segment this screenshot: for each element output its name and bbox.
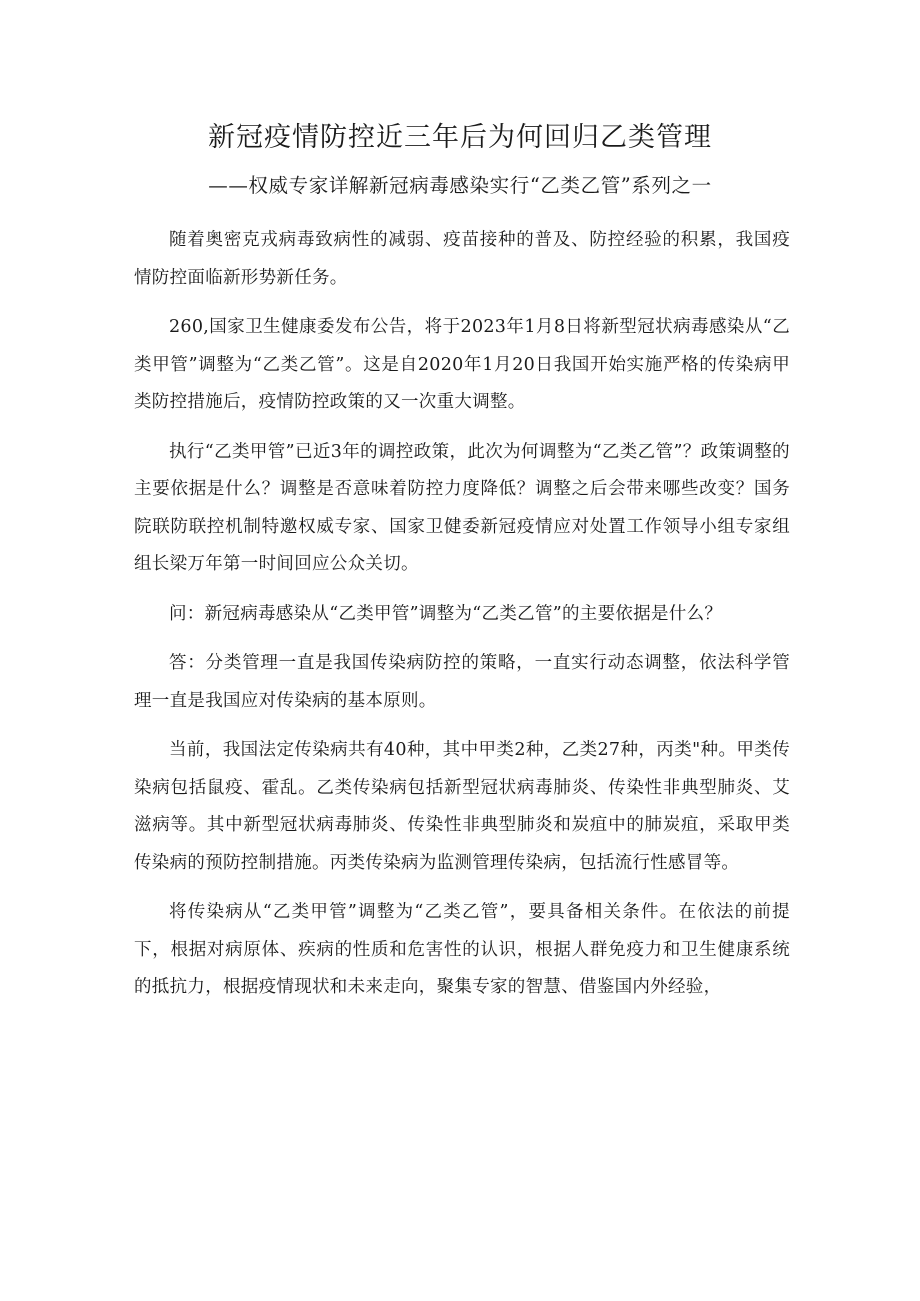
paragraph-questions: 执行“乙类甲管”已近3年的调控政策，此次为何调整为“乙类乙管”？政策调整的主要依据是什么？调整是否意味着防控力度降低？调整之后会带来哪些改变？国务院联防联控机制特邀权威专家、国家卫健委新冠疫情应对处置工作领导小组专家组组长梁万年第一时间回应公众关切。: [134, 441, 790, 574]
paragraph-conditions: 将传染病从“乙类甲管”调整为“乙类乙管”，要具备相关条件。在依法的前提下，根据对病原体、疾病的性质和危害性的认识，根据人群免疫力和卫生健康系统的抵抗力，根据疫情现状和未来走向，聚集专家的智慧、借鉴国内外经验，: [134, 902, 790, 997]
document-body: [134, 222, 790, 1019]
document-title: 新冠疫情防控近三年后为何回归乙类管理: [208, 122, 712, 153]
paragraph-intro: 随着奥密克戎病毒致病性的减弱、疫苗接种的普及、防控经验的积累，我国疫情防控面临新形势新任务。: [134, 230, 790, 288]
document-subtitle: ——权威专家详解新冠病毒感染实行“乙类乙管”系列之一: [208, 174, 712, 197]
paragraph-question: 问：新冠病毒感染从“乙类甲管”调整为“乙类乙管”的主要依据是什么？: [169, 603, 723, 624]
paragraph-classification: 当前，我国法定传染病共有40种，其中甲类2种，乙类27种，丙类"种。甲类传染病包括鼠疫、霍乱。乙类传染病包括新型冠状病毒肺炎、传染性非典型肺炎、艾滋病等。其中新型冠状病毒肺炎、传染性非典型肺炎和炭疽中的肺炭疽，采取甲类传染病的预防控制措施。丙类传染病为监测管理传染病，包括流行性感冒等。: [134, 740, 790, 873]
paragraph-answer: 答：分类管理一直是我国传染病防控的策略，一直实行动态调整，依法科学管理一直是我国应对传染病的基本原则。: [134, 653, 790, 711]
paragraph-announcement: 260,国家卫生健康委发布公告，将于2023年1月8日将新型冠状病毒感染从“乙类甲管”调整为“乙类乙管”。这是自2020年1月20日我国开始实施严格的传染病甲类防控措施后，疫情防控政策的又一次重大调整。: [134, 317, 790, 412]
